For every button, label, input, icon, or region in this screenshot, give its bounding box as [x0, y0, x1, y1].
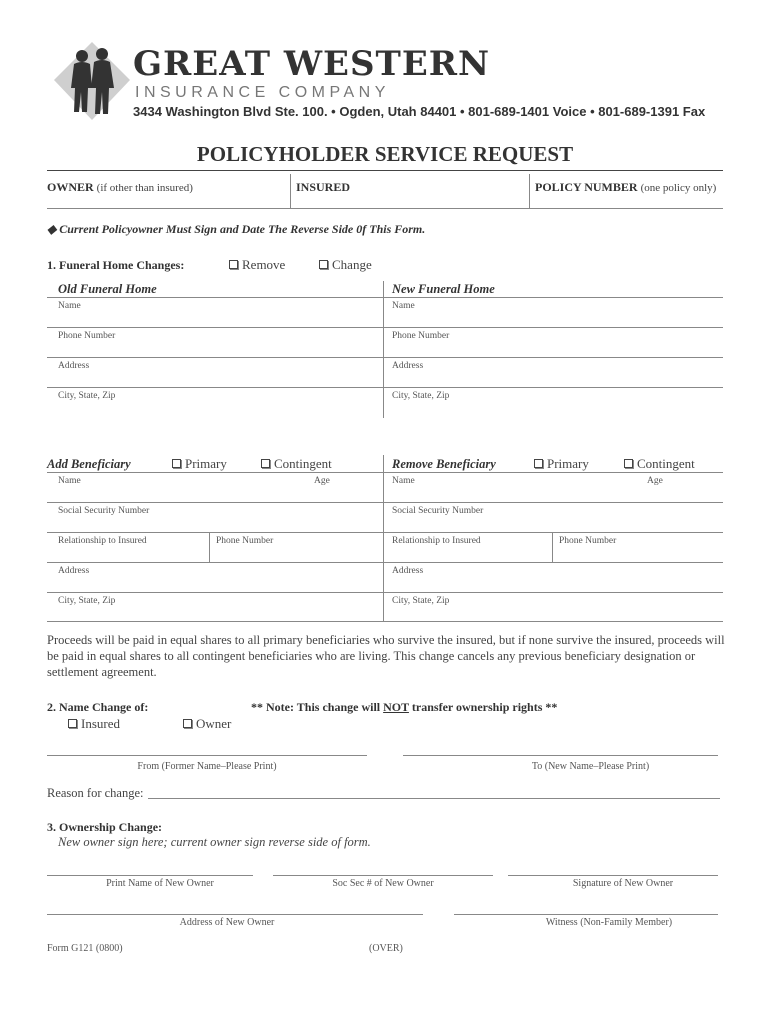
- print-name-label: Print Name of New Owner: [106, 878, 214, 889]
- reason-label: Reason for change:: [47, 786, 144, 800]
- new-funeral-home-heading: New Funeral Home: [392, 282, 495, 296]
- add-ben-name-field[interactable]: Name: [58, 476, 81, 486]
- new-owner-address-line[interactable]: [47, 914, 423, 915]
- ownership-subheading: New owner sign here; current owner sign reverse side of form.: [58, 835, 371, 849]
- new-funeral-name-field[interactable]: Name: [392, 301, 415, 311]
- add-contingent-label: Contingent: [274, 456, 332, 471]
- old-funeral-phone-field[interactable]: Phone Number: [58, 331, 116, 341]
- top-divider-1: [290, 174, 291, 208]
- remove-ben-phone-field[interactable]: Phone Number: [559, 536, 617, 546]
- checkbox-icon: [624, 459, 633, 468]
- remove-ben-age-field[interactable]: Age: [647, 476, 663, 486]
- over-label: (OVER): [369, 943, 403, 954]
- proceeds-paragraph: Proceeds will be paid in equal shares to all primary beneficiaries who survive the insured, but if none survive the insured, proceeds will be paid in equal shares to all contingent beneficiaries who are living. This change cancels any previous beneficiary designation or settlement agreement.: [47, 633, 725, 679]
- ben-line-0: [47, 472, 723, 473]
- add-ben-relationship-field[interactable]: Relationship to Insured: [58, 536, 147, 546]
- name-change-owner-label: Owner: [196, 716, 232, 731]
- new-funeral-phone-field[interactable]: Phone Number: [392, 331, 450, 341]
- add-ben-divider: [209, 532, 210, 562]
- checkbox-icon: [534, 459, 543, 468]
- remove-ben-address-field[interactable]: Address: [392, 566, 424, 576]
- old-funeral-address-field[interactable]: Address: [58, 361, 90, 371]
- notice-text: Current Policyowner Must Sign and Date The Reverse Side 0f This Form.: [59, 222, 426, 236]
- remove-contingent-label: Contingent: [637, 456, 695, 471]
- remove-ben-city-field[interactable]: City, State, Zip: [392, 596, 450, 606]
- ownership-heading: 3. Ownership Change:: [47, 820, 163, 834]
- owner-label: OWNER: [47, 180, 94, 194]
- company-address: 3434 Washington Blvd Ste. 100. • Ogden, Utah 84401 • 801-689-1401 Voice • 801-689-1391 Fax: [133, 104, 706, 119]
- name-change-insured-label: Insured: [81, 716, 120, 731]
- former-name-label: From (Former Name–Please Print): [137, 761, 277, 772]
- add-beneficiary-heading: Add Beneficiary: [47, 457, 131, 471]
- policy-number-label: POLICY NUMBER: [535, 180, 638, 194]
- signature-label: Signature of New Owner: [572, 878, 674, 889]
- title-divider: [47, 170, 723, 171]
- funeral-line-3: [47, 387, 723, 388]
- policy-number-field[interactable]: [535, 180, 716, 195]
- checkbox-icon: [229, 260, 238, 269]
- remove-beneficiary-heading: Remove Beneficiary: [392, 457, 496, 471]
- funeral-line-2: [47, 357, 723, 358]
- funeral-remove-label: Remove: [242, 257, 286, 272]
- top-divider-2: [529, 174, 530, 208]
- add-primary-label: Primary: [185, 456, 227, 471]
- new-name-label: To (New Name–Please Print): [531, 761, 650, 772]
- checkbox-icon: [172, 459, 181, 468]
- checkbox-icon: [68, 719, 77, 728]
- owner-note: (if other than insured): [96, 182, 193, 194]
- former-name-line[interactable]: [47, 755, 367, 756]
- new-owner-address-label: Address of New Owner: [179, 917, 275, 928]
- add-ben-phone-field[interactable]: Phone Number: [216, 536, 274, 546]
- add-ben-age-field[interactable]: Age: [314, 476, 330, 486]
- insured-label: INSURED: [296, 180, 351, 194]
- checkbox-icon: [319, 260, 328, 269]
- owner-field[interactable]: [47, 180, 193, 195]
- ben-line-3: [47, 562, 723, 563]
- soc-sec-line[interactable]: [273, 875, 493, 876]
- new-name-line[interactable]: [403, 755, 718, 756]
- company-name: GREAT WESTERN: [133, 44, 491, 84]
- note-post: transfer ownership rights **: [408, 700, 558, 714]
- witness-label: Witness (Non-Family Member): [545, 917, 673, 928]
- remove-primary-checkbox[interactable]: [534, 456, 589, 472]
- old-funeral-home-heading: Old Funeral Home: [58, 282, 157, 296]
- funeral-change-label: Change: [332, 257, 372, 272]
- company-subtitle: INSURANCE COMPANY: [135, 84, 390, 101]
- funeral-change-checkbox[interactable]: [319, 257, 372, 273]
- old-funeral-city-field[interactable]: City, State, Zip: [58, 391, 116, 401]
- add-ben-address-field[interactable]: Address: [58, 566, 90, 576]
- remove-ben-ssn-field[interactable]: Social Security Number: [392, 506, 484, 516]
- checkbox-icon: [183, 719, 192, 728]
- company-logo-icon: [52, 40, 132, 122]
- new-funeral-address-field[interactable]: Address: [392, 361, 424, 371]
- beneficiary-center-divider: [383, 455, 384, 622]
- name-change-note: [251, 700, 557, 715]
- soc-sec-label: Soc Sec # of New Owner: [332, 878, 434, 889]
- ben-line-2: [47, 532, 723, 533]
- notice: [47, 222, 425, 237]
- insured-field[interactable]: [296, 180, 350, 195]
- name-change-heading: 2. Name Change of:: [47, 700, 149, 714]
- funeral-line-0: [47, 297, 723, 298]
- form-number: Form G121 (0800): [47, 943, 123, 954]
- funeral-home-heading: 1. Funeral Home Changes:: [47, 258, 185, 272]
- checkbox-icon: [261, 459, 270, 468]
- ben-line-5: [47, 621, 723, 622]
- name-change-owner-checkbox[interactable]: [183, 716, 231, 732]
- remove-contingent-checkbox[interactable]: [624, 456, 695, 472]
- funeral-remove-checkbox[interactable]: [229, 257, 285, 273]
- signature-line[interactable]: [508, 875, 718, 876]
- new-funeral-city-field[interactable]: City, State, Zip: [392, 391, 450, 401]
- add-ben-city-field[interactable]: City, State, Zip: [58, 596, 116, 606]
- reason-input-line[interactable]: [148, 798, 720, 799]
- policy-number-note: (one policy only): [640, 182, 717, 194]
- add-ben-ssn-field[interactable]: Social Security Number: [58, 506, 150, 516]
- witness-line[interactable]: [454, 914, 718, 915]
- add-contingent-checkbox[interactable]: [261, 456, 332, 472]
- add-primary-checkbox[interactable]: [172, 456, 227, 472]
- remove-ben-divider: [552, 532, 553, 562]
- note-not: NOT: [383, 700, 409, 714]
- funeral-center-divider: [383, 281, 384, 418]
- remove-ben-name-field[interactable]: Name: [392, 476, 415, 486]
- remove-primary-label: Primary: [547, 456, 589, 471]
- diamond-icon: ◆: [47, 222, 60, 236]
- ben-line-4: [47, 592, 723, 593]
- form-title: POLICYHOLDER SERVICE REQUEST: [196, 142, 574, 166]
- print-name-line[interactable]: [47, 875, 253, 876]
- ben-line-1: [47, 502, 723, 503]
- remove-ben-relationship-field[interactable]: Relationship to Insured: [392, 536, 481, 546]
- name-change-insured-checkbox[interactable]: [68, 716, 120, 732]
- note-pre: ** Note: This change will: [251, 700, 384, 714]
- funeral-line-1: [47, 327, 723, 328]
- old-funeral-name-field[interactable]: Name: [58, 301, 81, 311]
- top-fields-line: [47, 208, 723, 209]
